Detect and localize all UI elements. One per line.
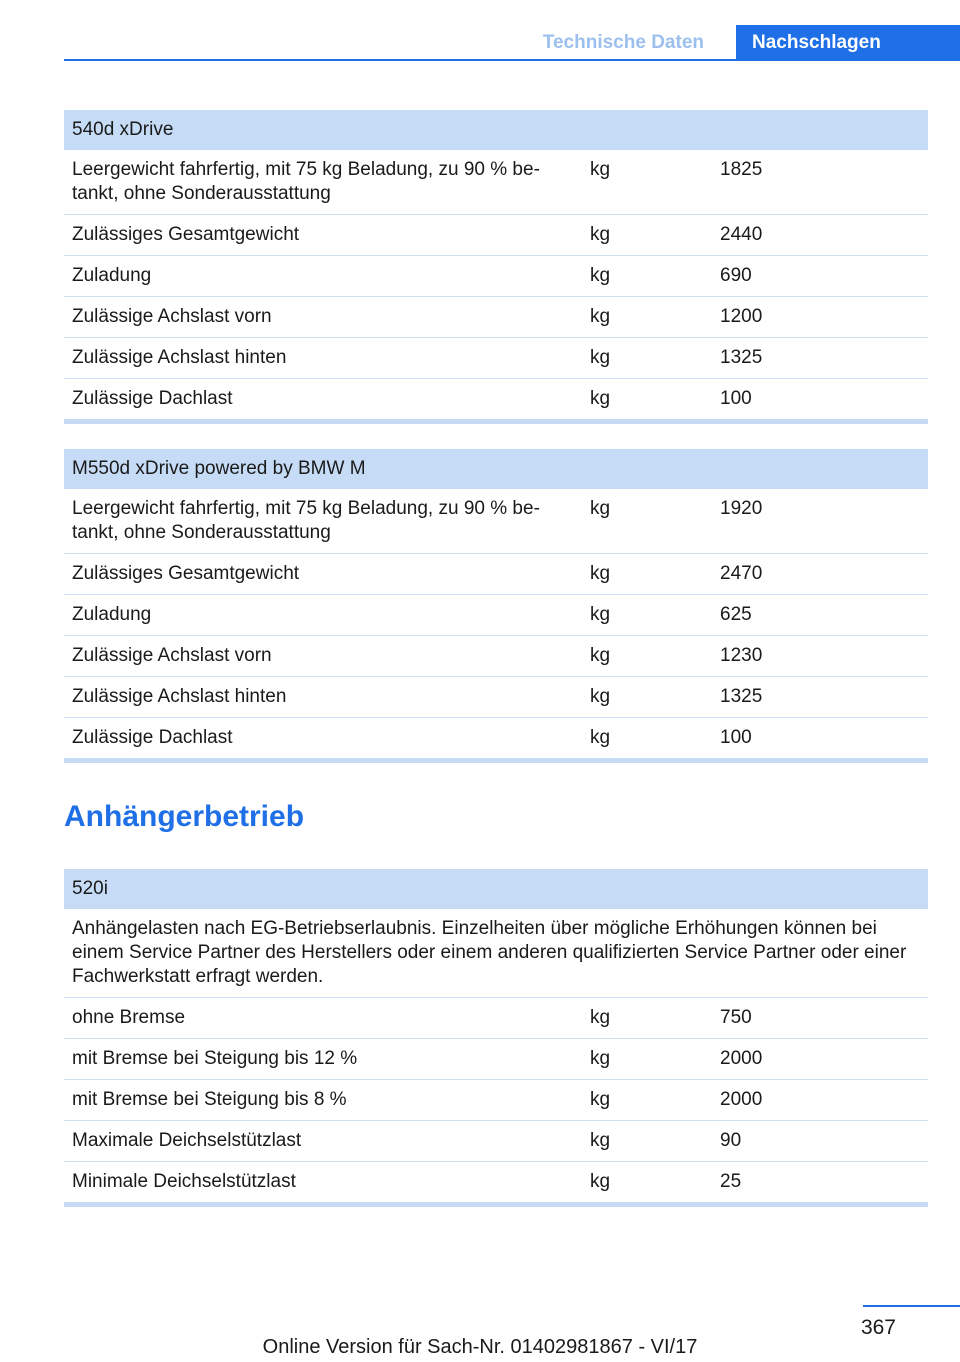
table-note-row: [64, 909, 928, 998]
row-value: 2000: [712, 1080, 928, 1121]
row-unit: kg: [582, 379, 712, 422]
row-unit: kg: [582, 636, 712, 677]
header-rule: [64, 59, 960, 61]
row-value: 1325: [712, 677, 928, 718]
row-unit: kg: [582, 595, 712, 636]
row-unit: kg: [582, 256, 712, 297]
row-label: mit Bremse bei Steigung bis 12 %: [64, 1039, 582, 1080]
row-unit: kg: [582, 998, 712, 1039]
table-row: [64, 998, 928, 1039]
table-note: Anhängelasten nach EG-Betriebserlaubnis. Einzelheiten über mögliche Erhöhungen können bei einem Service Partner des Herstellers oder einem anderen qualifizierten Service Partner oder einer Fachwerkstatt erfragt werden.: [64, 909, 928, 998]
row-label: Zulässiges Gesamtgewicht: [64, 215, 582, 256]
row-unit: kg: [582, 297, 712, 338]
row-unit: kg: [582, 489, 712, 554]
table-row: [64, 636, 928, 677]
table-row: [64, 1162, 928, 1205]
row-unit: kg: [582, 338, 712, 379]
row-value: 625: [712, 595, 928, 636]
row-label: Minimale Deichselstützlast: [64, 1162, 582, 1205]
row-label: Zulässige Achslast vorn: [64, 297, 582, 338]
table-row: [64, 150, 928, 215]
row-label: Zulässige Achslast hinten: [64, 677, 582, 718]
footer-rule: [863, 1305, 960, 1307]
table-row: [64, 718, 928, 761]
spec-table-m550d: [64, 449, 928, 763]
table-row: [64, 379, 928, 422]
footer-text: Online Version für Sach-Nr. 01402981867 - VI/17: [262, 1336, 698, 1358]
row-unit: kg: [582, 215, 712, 256]
table-row: [64, 256, 928, 297]
row-value: 25: [712, 1162, 928, 1205]
table-title: 540d xDrive: [64, 110, 928, 150]
table-row: [64, 554, 928, 595]
table-row: [64, 595, 928, 636]
row-value: 1920: [712, 489, 928, 554]
table-row: [64, 1121, 928, 1162]
row-unit: kg: [582, 718, 712, 761]
row-value: 1825: [712, 150, 928, 215]
row-value: 690: [712, 256, 928, 297]
row-label: Zulässige Achslast hinten: [64, 338, 582, 379]
tab-nachschlagen[interactable]: Nachschlagen: [736, 25, 960, 61]
tab-technische-daten[interactable]: Technische Daten: [542, 32, 704, 53]
table-row: [64, 297, 928, 338]
row-value: 2000: [712, 1039, 928, 1080]
row-label: Zulässiges Gesamtgewicht: [64, 554, 582, 595]
row-label: Zulässige Dachlast: [64, 718, 582, 761]
row-label: ohne Bremse: [64, 998, 582, 1039]
row-label: Leergewicht fahrfertig, mit 75 kg Beladung, zu 90 % betankt, ohne Sonderausstattung: [64, 150, 582, 215]
row-unit: kg: [582, 1039, 712, 1080]
row-label: Leergewicht fahrfertig, mit 75 kg Beladung, zu 90 % betankt, ohne Sonderausstattung: [64, 489, 582, 554]
row-value: 2470: [712, 554, 928, 595]
spec-table-520i-trailer: [64, 869, 928, 1207]
table-row: [64, 1039, 928, 1080]
spec-table-540d: [64, 110, 928, 424]
table-row: [64, 489, 928, 554]
table-row: [64, 215, 928, 256]
row-label: Maximale Deichselstützlast: [64, 1121, 582, 1162]
row-value: 100: [712, 718, 928, 761]
row-value: 1230: [712, 636, 928, 677]
row-label: Zulässige Achslast vorn: [64, 636, 582, 677]
table-title: M550d xDrive powered by BMW M: [64, 449, 928, 489]
row-unit: kg: [582, 677, 712, 718]
row-unit: kg: [582, 1080, 712, 1121]
page-number: 367: [860, 1316, 896, 1339]
row-label: Zulässige Dachlast: [64, 379, 582, 422]
row-label: Zuladung: [64, 256, 582, 297]
page-header: [64, 25, 960, 61]
row-unit: kg: [582, 1121, 712, 1162]
row-label: Zuladung: [64, 595, 582, 636]
table-title: 520i: [64, 869, 928, 909]
row-value: 1325: [712, 338, 928, 379]
row-value: 2440: [712, 215, 928, 256]
row-value: 100: [712, 379, 928, 422]
section-title: Anhängerbetrieb: [64, 800, 305, 833]
row-value: 1200: [712, 297, 928, 338]
row-label: mit Bremse bei Steigung bis 8 %: [64, 1080, 582, 1121]
row-unit: kg: [582, 150, 712, 215]
row-unit: kg: [582, 1162, 712, 1205]
row-unit: kg: [582, 554, 712, 595]
row-value: 750: [712, 998, 928, 1039]
table-row: [64, 677, 928, 718]
table-row: [64, 338, 928, 379]
table-row: [64, 1080, 928, 1121]
row-value: 90: [712, 1121, 928, 1162]
